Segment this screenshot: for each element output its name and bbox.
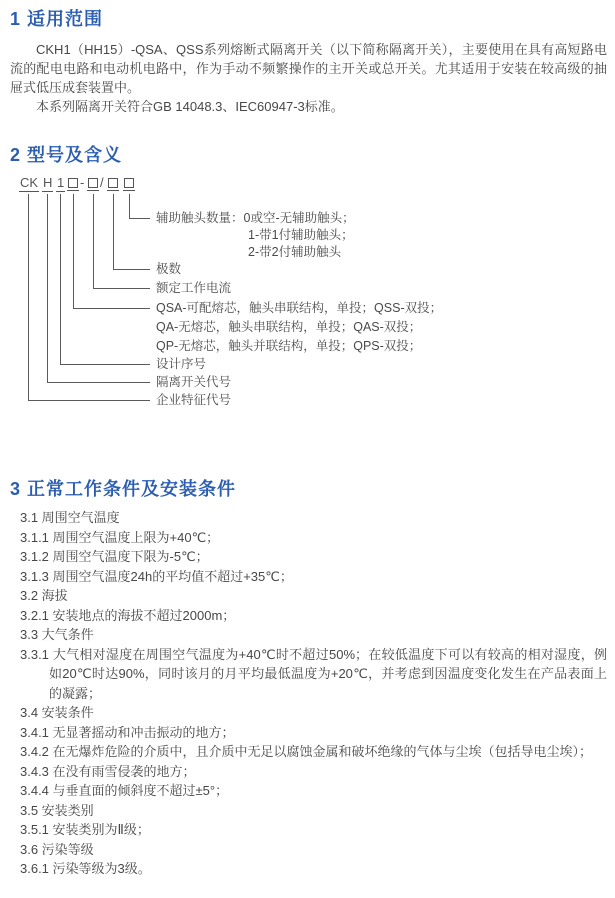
model-box-3 bbox=[108, 178, 118, 188]
connector-hline-aux bbox=[129, 218, 150, 219]
condition-item: 3.2 海拔 bbox=[20, 588, 68, 603]
intro-paragraph: CKH1（HH15）-QSA、QSS系列熔断式隔离开关（以下简称隔离开关），主要使用在具有高短路电流的配电电路和电动机电路中，作为手动不频繁操作的主开关或总开关。尤其适用于安装在较高级的抽屉式低压成套装置中。 bbox=[10, 42, 607, 95]
diagram-label-switch-code: 隔离开关代号 bbox=[156, 375, 232, 389]
connector-vline-poles bbox=[113, 194, 114, 269]
connector-vline-company bbox=[28, 194, 29, 400]
condition-item: 3.1.1 周围空气温度上限为+40℃； bbox=[20, 529, 220, 545]
condition-item: 3.6 污染等级 bbox=[20, 841, 94, 857]
model-slash: / bbox=[100, 175, 104, 190]
condition-item: 3.4.2 在无爆炸危险的介质中，且介质中无足以腐蚀金属和破坏绝缘的气体与尘埃（包括导电尘埃）； bbox=[20, 744, 593, 759]
condition-item: 3.1.2 周围空气温度下限为-5℃； bbox=[20, 549, 209, 564]
model-box-4 bbox=[124, 178, 134, 188]
connector-vline-design bbox=[60, 194, 61, 364]
connector-hline-switch bbox=[47, 382, 150, 383]
diagram-label-company-code: 企业特征代号 bbox=[156, 393, 232, 407]
connector-vline-switch bbox=[47, 194, 48, 382]
section-3-heading: 3 正常工作条件及安装条件 bbox=[10, 479, 237, 499]
model-letter-ck: CK bbox=[20, 175, 39, 190]
standards-paragraph: 本系列隔离开关符合GB 14048.3、IEC60947-3标准。 bbox=[36, 99, 344, 114]
diagram-label-aux-option-1: 1-带1付辅助触头； bbox=[248, 228, 354, 242]
condition-item: 3.1.3 周围空气温度24h的平均值不超过+35℃； bbox=[20, 568, 293, 584]
condition-item: 3.3.1 大气相对湿度在周围空气温度为+40℃时不超过50%；在较低温度下可以有较高的相对湿度，例如20℃时达90%，同时该月的月平均最低温度为+20℃，并考虑到因温度变化发生在产品表面上的凝露； bbox=[20, 646, 607, 701]
model-designation-diagram bbox=[0, 174, 615, 412]
connector-hline-type bbox=[73, 308, 150, 309]
conditions-list bbox=[10, 508, 607, 879]
condition-item: 3.3 大气条件 bbox=[20, 627, 94, 642]
condition-item: 3.4 安装条件 bbox=[20, 705, 94, 720]
condition-item: 3.4.4 与垂直面的倾斜度不超过±5°； bbox=[20, 783, 229, 798]
diagram-label-design-serial: 设计序号 bbox=[156, 357, 207, 371]
diagram-label-type-qsa: QSA-可配熔芯，触头串联结构，单投；QSS-双投； bbox=[156, 301, 443, 315]
model-hyphen: - bbox=[80, 175, 85, 190]
model-digit-1: 1 bbox=[57, 175, 65, 190]
condition-item: 3.5.1 安装类别为Ⅱ级； bbox=[20, 822, 150, 837]
condition-item: 3.1 周围空气温度 bbox=[20, 510, 120, 525]
model-box-1 bbox=[68, 178, 78, 188]
connector-hline-poles bbox=[113, 269, 150, 270]
condition-item: 3.4.3 在没有雨雪侵袭的地方； bbox=[20, 763, 196, 779]
connector-hline-current bbox=[93, 288, 150, 289]
diagram-label-aux-option-2: 2-带2付辅助触头 bbox=[248, 245, 342, 259]
diagram-label-poles: 极数 bbox=[156, 262, 182, 276]
condition-item: 3.6.1 污染等级为3级。 bbox=[20, 861, 151, 876]
diagram-label-type-qp: QP-无熔芯，触头并联结构，单投；QPS-双投； bbox=[156, 339, 422, 353]
model-box-2 bbox=[88, 178, 98, 188]
section-2-heading: 2 型号及含义 bbox=[10, 145, 123, 165]
connector-hline-company bbox=[28, 400, 150, 401]
condition-item: 3.4.1 无显著摇动和冲击振动的地方； bbox=[20, 724, 235, 740]
condition-item: 3.2.1 安装地点的海拔不超过2000m； bbox=[20, 607, 236, 623]
connector-vline-current bbox=[93, 194, 94, 288]
diagram-label-rated-current: 额定工作电流 bbox=[156, 281, 232, 295]
model-letter-h: H bbox=[43, 175, 53, 190]
connector-vline-type bbox=[73, 194, 74, 308]
connector-vline-aux bbox=[129, 194, 130, 218]
connector-hline-design bbox=[60, 364, 150, 365]
diagram-label-aux-contacts: 辅助触头数量：0或空-无辅助触头； bbox=[156, 211, 355, 225]
diagram-label-type-qa: QA-无熔芯，触头串联结构，单投；QAS-双投； bbox=[156, 320, 422, 334]
section-1-heading: 1 适用范围 bbox=[10, 9, 104, 29]
condition-item: 3.5 安装类别 bbox=[20, 802, 94, 818]
